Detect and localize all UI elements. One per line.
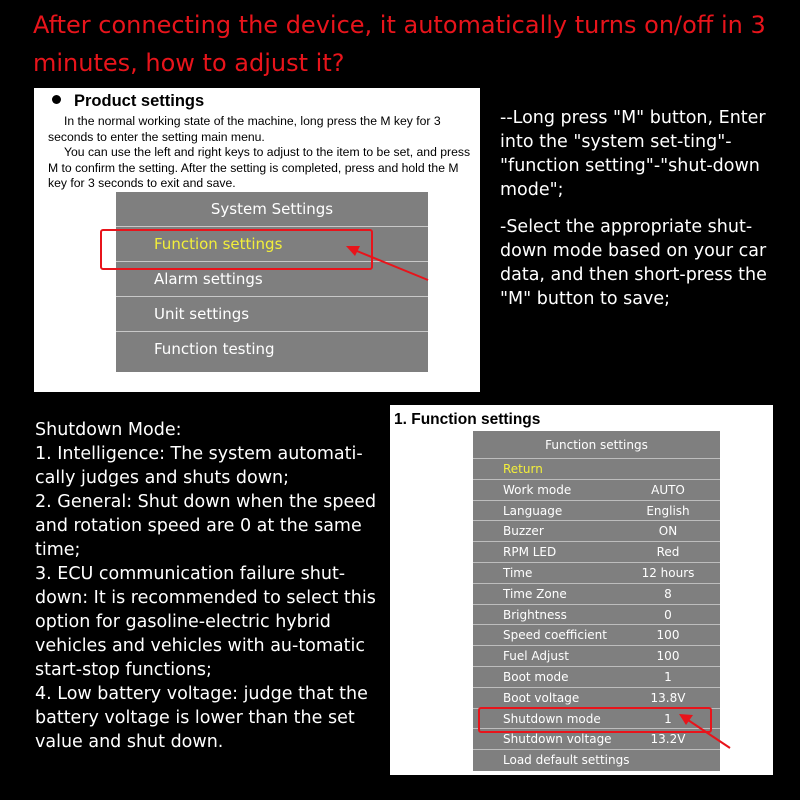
setting-label: Time Zone — [503, 586, 567, 601]
setting-value: 13.8V — [650, 690, 686, 705]
setting-label: Boot mode — [503, 669, 569, 684]
setting-value: 0 — [664, 607, 672, 622]
setting-label: Buzzer — [503, 524, 544, 539]
setting-label: Speed coefficient — [503, 628, 607, 643]
shutdown-mode-heading: Shutdown Mode: — [35, 420, 182, 440]
shutdown-mode-option-3: 3. ECU communication failure shut-down: It is recommended to select this option for gasoline-electric hybrid vehicles and vehicles with au-tomatic start-stop functions; — [35, 564, 376, 680]
setting-value: AUTO — [651, 482, 685, 497]
setting-value: Red — [656, 545, 680, 560]
setting-value: English — [646, 503, 690, 518]
product-settings-paragraph-1: In the normal working state of the machine, long press the M key for 3 seconds to enter the setting main menu. — [48, 114, 441, 144]
menu-item-function-testing[interactable]: Function testing — [154, 340, 275, 358]
setting-value: ON — [658, 524, 678, 539]
setting-value: 13.2V — [650, 732, 686, 747]
setting-label: Language — [503, 503, 563, 518]
menu-item-load-default-settings[interactable]: Load default settings — [503, 753, 630, 768]
setting-label: Work mode — [503, 482, 572, 497]
arrow-icon — [679, 714, 730, 748]
function-settings-section-title: 1. Function settings — [394, 411, 541, 428]
setting-label: Shutdown mode — [503, 711, 601, 726]
setting-value: 1 — [664, 669, 672, 684]
menu-item-unit-settings[interactable]: Unit settings — [116, 297, 428, 332]
setting-value: 8 — [664, 586, 672, 601]
setting-value: 1 — [664, 711, 672, 726]
menu-item-function-settings[interactable]: Function settings — [116, 227, 428, 262]
shutdown-mode-option-2: 2. General: Shut down when the speed and rotation speed are 0 at the same time; — [35, 492, 377, 560]
arrow-icon — [346, 246, 428, 280]
setting-label: Brightness — [503, 607, 567, 622]
setting-label: Shutdown voltage — [503, 732, 612, 747]
instructions-step-1: --Long press "M" button, Enter into the "system set-ting"-"function setting"-"shut-down mode"; — [500, 108, 766, 200]
setting-label: Time — [503, 565, 533, 580]
setting-label: RPM LED — [503, 545, 557, 560]
menu-item-alarm-settings[interactable]: Alarm settings — [116, 262, 428, 297]
headline: After connecting the device, it automatically turns on/off in 3 minutes, how to adjust it? — [33, 11, 766, 77]
instructions-step-2: -Select the appropriate shut-down mode based on your car data, and then short-press the "M" button to save; — [500, 217, 767, 309]
product-settings-paragraph-2: You can use the left and right keys to adjust to the item to be set, and press M to confirm the setting. After the setting is completed, press and hold the M key for 3 seconds to exit and save. — [48, 145, 471, 190]
setting-value: 100 — [656, 649, 680, 664]
shutdown-mode-option-4: 4. Low battery voltage: judge that the battery voltage is lower than the set value and shut down. — [35, 684, 368, 752]
setting-value: 100 — [656, 628, 680, 643]
system-settings-menu-title: System Settings — [116, 192, 428, 227]
shutdown-mode-option-1: 1. Intelligence: The system automati-cally judges and shuts down; — [35, 444, 363, 488]
menu-item-return[interactable]: Return — [473, 459, 720, 480]
product-settings-title: Product settings — [52, 92, 204, 111]
setting-label: Fuel Adjust — [503, 649, 569, 664]
setting-label: Boot voltage — [503, 690, 580, 705]
setting-value: 12 hours — [641, 565, 695, 580]
function-settings-menu-title: Function settings — [473, 431, 720, 459]
